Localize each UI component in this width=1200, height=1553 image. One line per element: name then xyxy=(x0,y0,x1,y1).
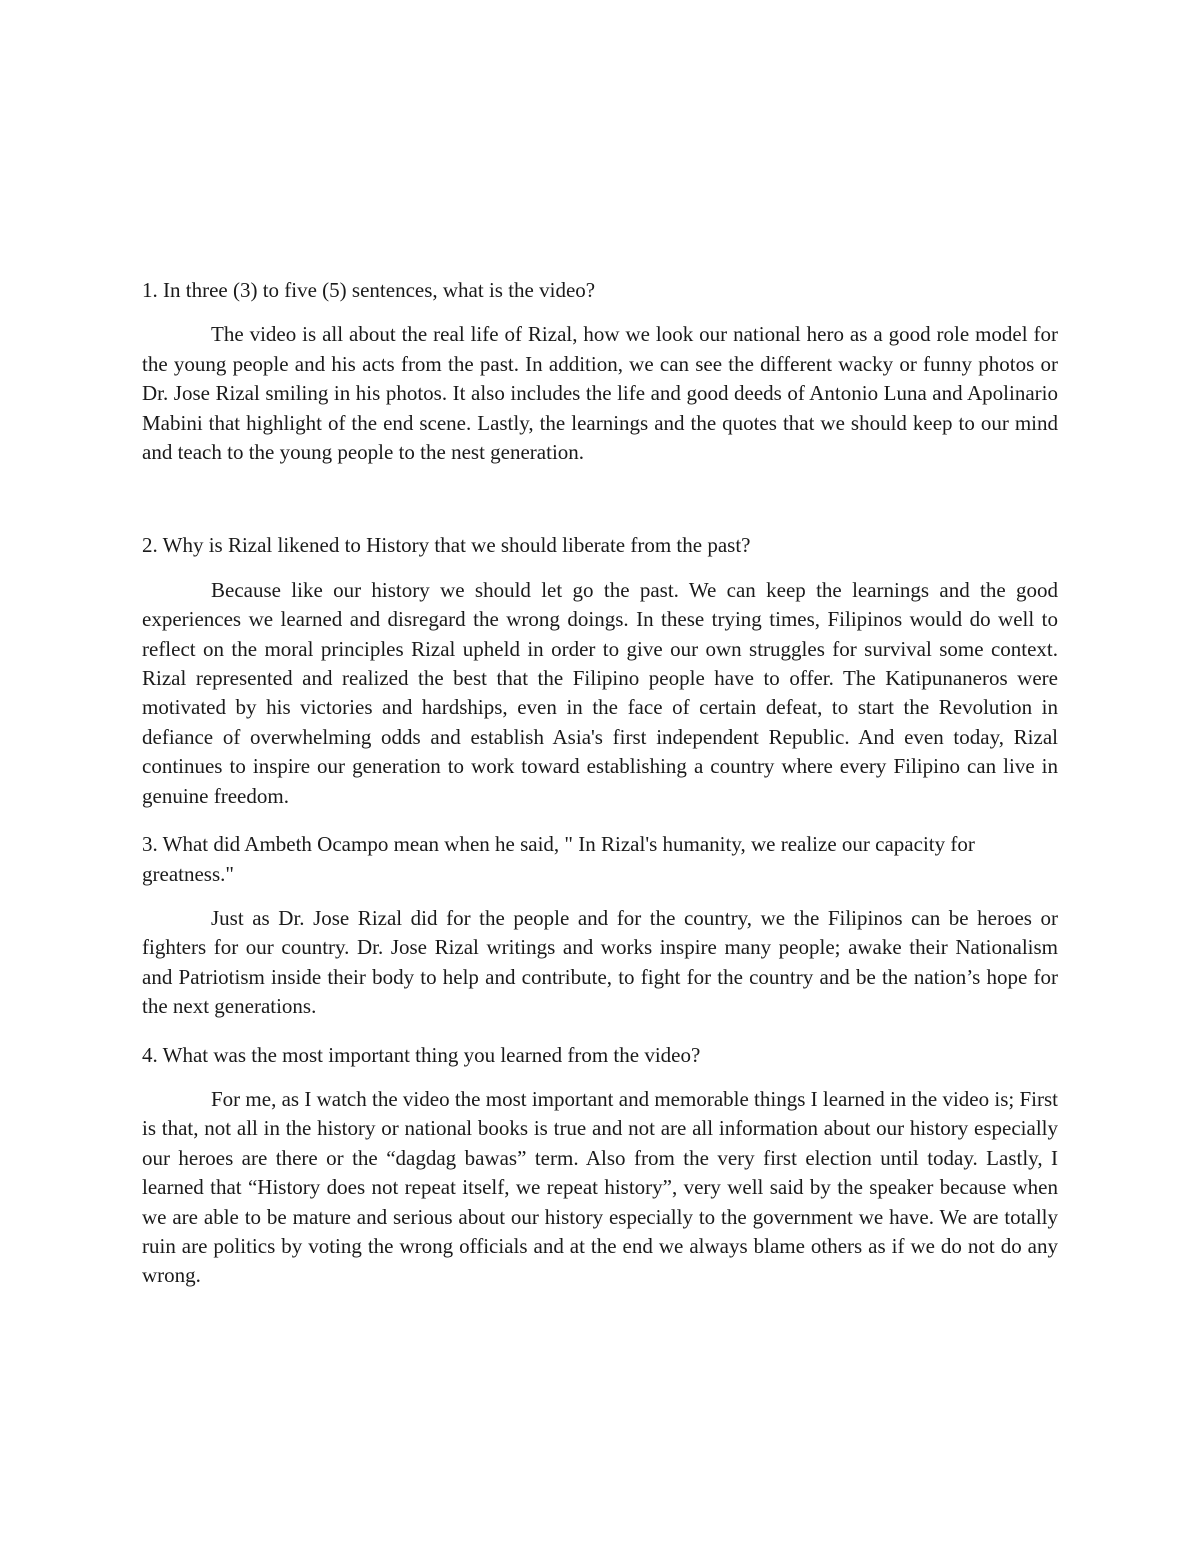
answer-3: Just as Dr. Jose Rizal did for the people and for the country, we the Filipinos can be heroes or fighters for our country. Dr. Jose Rizal writings and works inspire many people; awake their Nationalism and Patriotism inside their body to help and contribute, to fight for the country and be the nation’s hope for the next generations. xyxy=(142,905,1058,1019)
question-2: 2. Why is Rizal likened to History that we should liberate from the past? xyxy=(142,533,751,558)
answer-4: For me, as I watch the video the most important and memorable things I learned in the video is; First is that, not all in the history or national books is true and not are all information about our history especially our heroes are there or the “dagdag bawas” term. Also from the very first election until today. Lastly, I learned that “History does not repeat itself, we repeat history”, very well said by the speaker because when we are able to be mature and serious about our history especially to the government we have. We are totally ruin are politics by voting the wrong officials and at the end we always blame others as if we do not do any wrong. xyxy=(142,1086,1058,1288)
question-4: 4. What was the most important thing you learned from the video? xyxy=(142,1042,701,1067)
answer-2: Because like our history we should let go the past. We can keep the learnings and the good experiences we learned and disregard the wrong doings. In these trying times, Filipinos would do well to reflect on the moral principles Rizal upheld in order to give our own struggles for survival some context. Rizal represented and realized the best that the Filipino people have to offer. The Katipunaneros were motivated by his victories and hardships, even in the face of certain defeat, to start the Revolution in defiance of overwhelming odds and establish Asia's first independent Republic. And even today, Rizal continues to inspire our generation to work toward establishing a country where every Filipino can live in genuine freedom. xyxy=(142,577,1058,808)
document-body xyxy=(142,276,1058,1291)
question-3: 3. What did Ambeth Ocampo mean when he said, " In Rizal's humanity, we realize our capacity for greatness." xyxy=(142,832,975,886)
question-1: 1. In three (3) to five (5) sentences, what is the video? xyxy=(142,278,596,302)
answer-1: The video is all about the real life of Rizal, how we look our national hero as a good role model for the young people and his acts from the past. In addition, we can see the different wacky or funny photos or Dr. Jose Rizal smiling in his photos. It also includes the life and good deeds of Antonio Luna and Apolinario Mabini that highlight of the end scene. Lastly, the learnings and the quotes that we should keep to our mind and teach to the young people to the nest generation. xyxy=(142,322,1058,465)
